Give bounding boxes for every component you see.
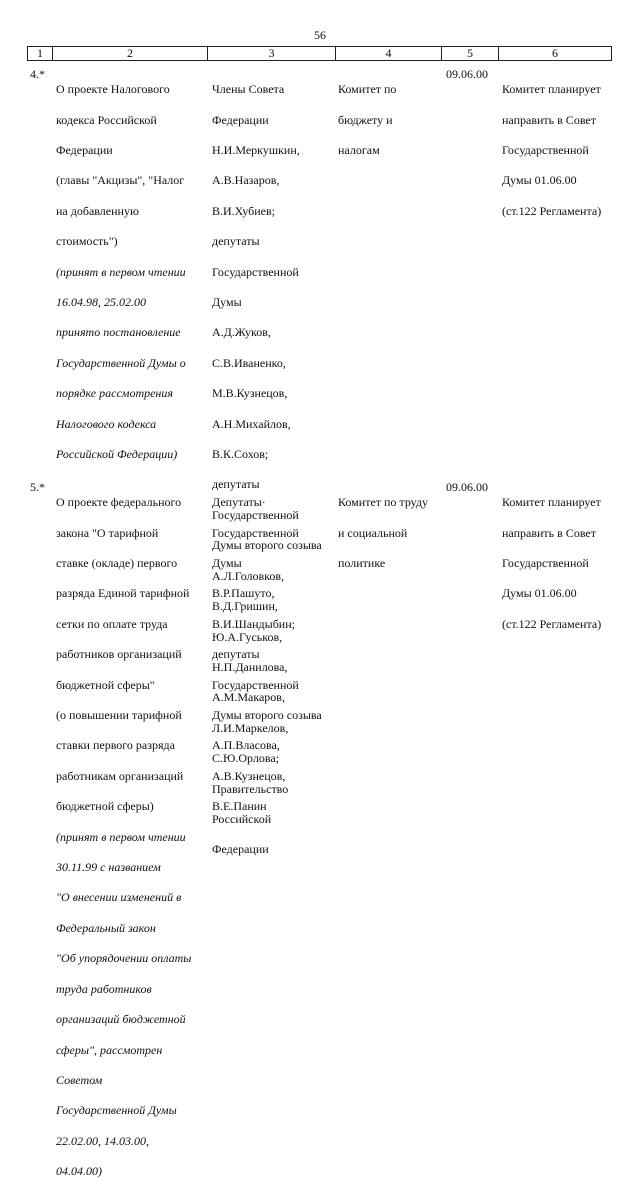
note-line: (принят в первом чтении [56, 264, 186, 279]
note-line: Российской Федерации) [56, 447, 178, 462]
author-line: В.Е.Панин [212, 799, 267, 814]
note-line: 30.11.99 с названием [56, 860, 161, 875]
author-line: А.В.Назаров, [212, 173, 280, 188]
plan-line: Комитет планирует [502, 495, 601, 510]
title-line: закона "О тарифной [56, 525, 159, 540]
author-line: В.И.Шандыбин; [212, 616, 295, 631]
header-col-5: 5 [442, 47, 499, 60]
title-line: (главы "Акцизы", "Налог [56, 173, 185, 188]
author-line: Думы второго созыва [212, 708, 322, 723]
header-col-1: 1 [28, 47, 53, 60]
author-line: Ю.А.Гуськов, [212, 629, 283, 644]
title-line: стоимость") [56, 234, 118, 249]
author-line: Государственной [212, 677, 299, 692]
note-line: 04.04.00) [56, 1164, 102, 1179]
note-line: Налогового кодекса [56, 416, 157, 431]
plan-line: направить в Совет [502, 525, 596, 540]
bill-title [56, 480, 206, 1195]
committee-line: Комитет по труду [338, 495, 429, 510]
header-col-4: 4 [336, 47, 442, 60]
committee [338, 480, 442, 586]
committee-line: бюджету и [338, 112, 393, 127]
note-line: Советом [56, 1072, 103, 1087]
author-line: Л.И.Маркелов, [212, 720, 289, 735]
title-line: на добавленную [56, 203, 139, 218]
note-line: Государственной Думы о [56, 355, 186, 370]
title-line: кодекса Российской [56, 112, 157, 127]
author-line: А.Д.Жуков, [212, 325, 271, 340]
row-number: 5.* [30, 480, 45, 494]
author-line: А.Н.Михайлов, [212, 416, 291, 431]
plan-line: Государственной [502, 556, 589, 571]
row-number: 4.* [30, 67, 45, 81]
plan-line: (ст.122 Регламента) [502, 203, 602, 218]
author-line: В.Д.Гришин, [212, 599, 278, 614]
committee-line: политике [338, 556, 386, 571]
note-line: принято постановление [56, 325, 181, 340]
author-line: Н.И.Меркушкин, [212, 143, 300, 158]
note-line: организаций бюджетной [56, 1012, 186, 1027]
author-line: Российской [212, 811, 272, 826]
author-line: Думы второго созыва [212, 538, 322, 553]
note-line: (принят в первом чтении [56, 829, 186, 844]
review-date: 09.06.00 [446, 480, 488, 494]
author-line: М.В.Кузнецов, [212, 386, 288, 401]
note-line: Государственной Думы [56, 1103, 177, 1118]
author-line: Государственной [212, 264, 299, 279]
author-line: Государственной [212, 507, 299, 522]
header-col-2: 2 [53, 47, 208, 60]
committee-plan [502, 480, 620, 647]
committee-line: и социальной [338, 525, 408, 540]
note-line: труда работников [56, 981, 152, 996]
committee-line: налогам [338, 143, 380, 158]
committee [338, 67, 442, 173]
author-line: В.Р.Пашуто, [212, 586, 275, 601]
author-line: Думы [212, 556, 242, 571]
note-line: "О внесении изменений в [56, 890, 182, 905]
note-line: порядке рассмотрения [56, 386, 173, 401]
author-line: депутаты [212, 234, 260, 249]
author-line: депутаты [212, 477, 260, 492]
title-line: О проекте федерального [56, 495, 182, 510]
title-line: Федерации [56, 143, 113, 158]
author-line: В.К.Сохов; [212, 447, 269, 462]
author-line: Депутаты· [212, 495, 266, 510]
author-line: С.Ю.Орлова; [212, 751, 280, 766]
author-line: А.П.Власова, [212, 738, 280, 753]
title-line: (о повышении тарифной [56, 708, 182, 723]
author-line: В.И.Хубиев; [212, 203, 275, 218]
title-line: работникам организаций [56, 768, 184, 783]
title-line: разряда Единой тарифной [56, 586, 190, 601]
author-line: Н.П.Данилова, [212, 659, 288, 674]
author-line: А.В.Кузнецов, [212, 768, 286, 783]
author-line: Члены Совета [212, 82, 285, 97]
author-line: Федерации [212, 112, 269, 127]
plan-line: (ст.122 Регламента) [502, 616, 602, 631]
author-line: Думы [212, 295, 242, 310]
review-date: 09.06.00 [446, 67, 488, 81]
committee-plan [502, 67, 620, 234]
title-line: работников организаций [56, 647, 182, 662]
plan-line: Государственной [502, 143, 589, 158]
note-line: сферы", рассмотрен [56, 1042, 163, 1057]
table-header-row [27, 46, 612, 61]
title-line: ставке (окладе) первого [56, 556, 178, 571]
plan-line: Комитет планирует [502, 82, 601, 97]
author-line: С.В.Иваненко, [212, 355, 286, 370]
author-line: Правительство [212, 781, 289, 796]
author-line: Государственной [212, 525, 299, 540]
note-line: 16.04.98, 25.02.00 [56, 295, 146, 310]
plan-line: Думы 01.06.00 [502, 586, 577, 601]
title-line: сетки по оплате труда [56, 616, 168, 631]
page-number: 56 [314, 28, 326, 42]
note-line: 22.02.00, 14.03.00, [56, 1133, 149, 1148]
title-line: бюджетной сферы) [56, 799, 154, 814]
note-line: "Об упорядочении оплаты [56, 951, 192, 966]
plan-line: направить в Совет [502, 112, 596, 127]
header-col-3: 3 [208, 47, 336, 60]
title-line: бюджетной сферы" [56, 677, 155, 692]
header-col-6: 6 [552, 46, 558, 60]
title-line: ставки первого разряда [56, 738, 175, 753]
author-line: А.Л.Головков, [212, 568, 285, 583]
author-line: депутаты [212, 647, 260, 662]
bill-authors [212, 480, 336, 830]
author-line: Федерации [212, 842, 269, 857]
title-line: О проекте Налогового [56, 82, 170, 97]
plan-line: Думы 01.06.00 [502, 173, 577, 188]
note-line: Федеральный закон [56, 920, 156, 935]
bill-title [56, 67, 206, 477]
author-line: А.М.Макаров, [212, 690, 285, 705]
committee-line: Комитет по [338, 82, 397, 97]
